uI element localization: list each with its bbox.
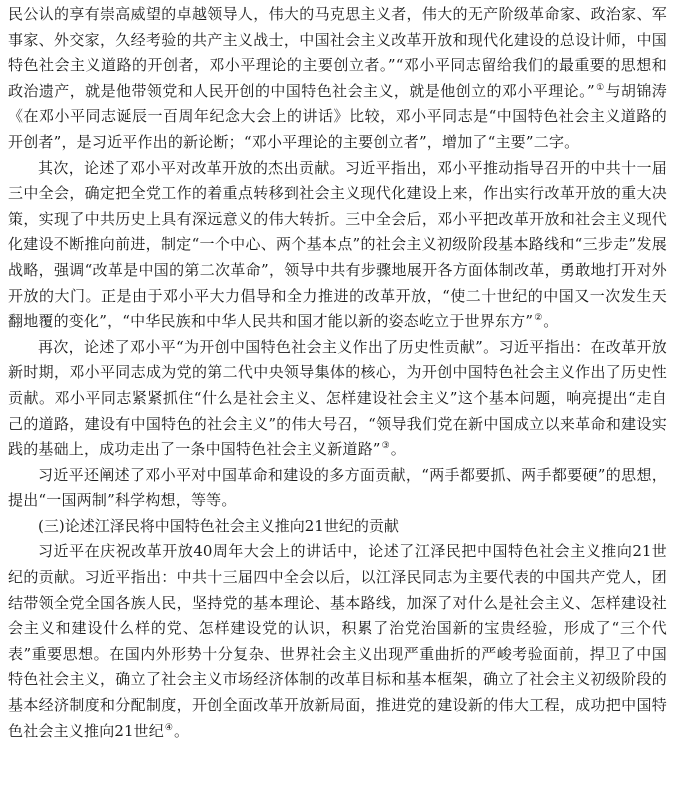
paragraph-text: 。: [543, 312, 559, 331]
paragraph-text: 与胡锦涛《在邓小平同志诞辰一百周年纪念大会上的讲话》比较，邓小平同志是“中国特色社会主义道路的开创者”，是习近平作出的新论断；“邓小平理论的主要创立者”，增加了“主要”二字。: [8, 81, 667, 151]
body-paragraph: [8, 539, 667, 744]
paragraph-text: 世纪的贡献。习近平指出：中共十三届四中全会以后，以江泽民同志为主要代表的中国共产党人，团结带领全党全国各族人民，坚持党的基本理论、基本路线，加深了对什么是社会主义、怎样建设社会主义和建设什么样的党、怎样建设党的认识，积累了治党治国新的宝贵经验，形成了“三个代表”重要思想。在国内外形势十分复杂、世界社会主义出现严重曲折的严峻考验面前，捍卫了中国特色社会主义，确立了社会主义市场经济体制的改革目标和基本框架，确立了社会主义初级阶段的基本经济制度和分配制度，开创全面改革开放新局面，推进党的建设新的伟大工程，成功把中国特色社会主义推向: [8, 542, 667, 740]
body-paragraph: [8, 335, 667, 463]
paragraph-text: 习近平还阐述了邓小平对中国革命和建设的多方面贡献，“两手都要抓、两手都要硬”的思想，提出“一国两制”科学构想，等等。: [8, 465, 667, 510]
section-heading: [8, 514, 667, 540]
paragraph-text: 其次，论述了邓小平对改革开放的杰出贡献。习近平指出，邓小平推动指导召开的中共十一届三中全会，确定把全党工作的着重点转移到社会主义现代化建设上来，作出实行改革开放的重大决策，实现了中共历史上具有深远意义的伟大转折。三中全会后，邓小平把改革开放和社会主义现代化建设不断推向前进，制定“一个中心、两个基本点”的社会主义初级阶段基本路线和“三步走”发展战略，强调“改革是中国的第二次革命”，领导中共有步骤地展开各方面体制改革，勇敢地打开对外开放的大门。正是由于邓小平大力倡导和全力推进的改革开放，“使二十世纪的中国又一次发生天翻地覆的变化”，“中华民族和中华人民共和国才能以新的姿态屹立于世界东方”: [8, 158, 667, 331]
body-paragraph: [8, 2, 667, 156]
paragraph-text: 。: [173, 721, 190, 740]
paragraph-text: 再次，论述了邓小平“为开创中国特色社会主义作出了历史性贡献”。习近平指出：在改革开放新时期，邓小平同志成为党的第二代中央领导集体的核心，为开创中国特色社会主义作出了历史性贡献。邓小平同志紧紧抓住“什么是社会主义、怎样建设社会主义”这个基本问题，响亮提出“走自己的道路，建设有中国特色的社会主义”的伟大号召，“领导我们党在新中国成立以来革命和建设实践的基础上，成功走出了一条中国特色社会主义新道路”: [8, 337, 667, 459]
footnote-marker: ②: [534, 313, 543, 324]
footnote-marker: ③: [381, 441, 390, 452]
inline-number: 40: [193, 542, 213, 561]
body-paragraph: [8, 463, 667, 514]
paragraph-text: 民公认的享有崇高威望的卓越领导人，伟大的马克思主义者，伟大的无产阶级革命家、政治家、军事家、外交家，久经考验的共产主义战士，中国社会主义改革开放和现代化建设的总设计师，中国特色社会主义道路的开创者，邓小平理论的主要创立者。”“邓小平同志留给我们的最重要的思想和政治遗产，就是他带领党和人民开创的中国特色社会主义，就是他创立的邓小平理论。”: [8, 5, 667, 100]
inline-number: 21: [632, 542, 652, 561]
inline-number: 21: [114, 721, 134, 740]
footnote-marker: ①: [595, 82, 605, 93]
inline-number: 21: [304, 516, 324, 535]
paragraph-text: 周年大会上的讲话中，论述了江泽民把中国特色社会主义推向: [212, 542, 633, 561]
paragraph-text: 。: [390, 440, 406, 459]
paragraph-text: 世纪: [133, 721, 164, 740]
paragraph-text: (三)论述江泽民将中国特色社会主义推向: [38, 516, 305, 535]
footnote-marker: ④: [164, 722, 173, 733]
paragraph-text: 世纪的贡献: [323, 516, 399, 535]
body-paragraph: [8, 156, 667, 335]
paragraph-text: 习近平在庆祝改革开放: [38, 542, 194, 561]
